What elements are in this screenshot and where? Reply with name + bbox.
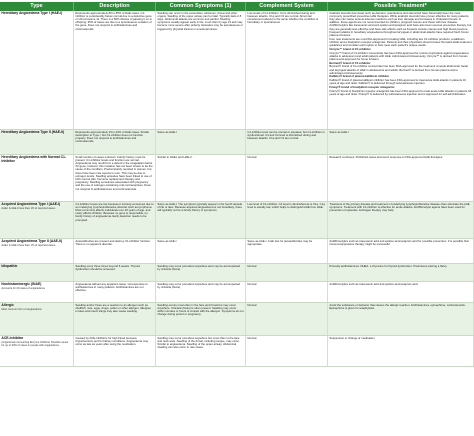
header-common-symptoms: Common Symptoms (1) [156, 2, 246, 11]
type-note: AAE-I & AAE-II less than 1% of reported cases. [1, 207, 56, 211]
type-cell [0, 264, 74, 281]
treatment-text: Cinryze™ brand of C1-inhibitor concentrate has been FDA-approved for routine prophylaxis against angioedema attacks in adolescent and adult patients with HAE. Administered intravenously, Cinryze™ is derived from human plasma and approved for home infusion. [329, 50, 469, 61]
table-row [0, 303, 474, 336]
treatment-heading: Kalbitor® brand of plasma kallikrein inhibitor [329, 74, 390, 79]
table-header [0, 2, 474, 11]
symptoms-cell: Swelling occurs most often in the face and throat but may occur anywhere. Urticaria (hives) is often present. Swelling may occur within minutes or hours of contact with the allergen. Symptoms do not change during period or pregnancy. [156, 303, 246, 335]
symptoms-cell: Similar to HAE-I and HAE-II. [156, 155, 246, 201]
treatment-heading: Berinert® brand of C1-inhibitor [329, 60, 371, 65]
header-possible-treatment: Possible Treatment* [328, 2, 474, 11]
table-row [0, 155, 474, 202]
type-name: Hereditary Angioedema Type II (HAE-II) [1, 130, 65, 134]
type-cell [0, 303, 74, 335]
treatment-text: Avoid the substance or behavior that causes the allergic reaction. Antihistamines, epinephrine, corticosteroids. Epinephrine is given for anaphylaxis. [329, 303, 466, 310]
table-row [0, 239, 474, 264]
treatment-cell [328, 303, 474, 335]
treatment-heading: Firazyr® brand of bradykinin receptor antagonist [329, 85, 395, 90]
treatment-text: Antifibrinolytics such as tranexamic acid and epsilon-aminocaproic acid for possible prevention. It is possible that immunosuppressive therapy might be successful. [329, 239, 469, 246]
symptoms-cell: Same as AAE-I. [156, 239, 246, 263]
type-name: Acquired Angioedema Type II (AAE-II) [1, 239, 63, 243]
complement-cell: Low levels of C1-inhibitor. C4 is diminished during and between attacks. C1q and C3 are normal. Abnormal complement (above) is the same whether the condition is hereditary or spontaneous. [246, 11, 328, 129]
type-note: AAE-I & AAE-II less than 1% of reported cases. [1, 244, 56, 248]
treatment-text: Anabolic steroids (low dose) such as danazol, oxandrolone and stanozolol have historically been the most commonly prescribed preventive HAE therapies. While anabolic steroids have proven effective for many patients, they also can cause serious adverse reactions such as liver damage and increases in cholesterol levels. In addition, these agents are not recommended for children, pregnant women and those with liver disease. Antifibrinolytics like tranexamic acid and epsilon-aminocaproic acid have also been used as preventive therapy, but they are generally less effective and have side effects such as frequent muscle cramps and high blood pressure. Frequent attacks in hereditary angioedema throughout laryngeal or abdominal attacks have required fresh frozen plasma infusions. [329, 11, 472, 38]
description-cell: Represents approximately 15 to 20% of HAE cases. Similar description to Type I, but C1-inhibitor does not function properly. Does not respond to antihistamines and corticosteroids. [74, 130, 156, 154]
header-complement-system: Complement System [246, 2, 328, 11]
treatment-cell [328, 264, 474, 281]
type-name: Allergic [1, 303, 14, 307]
type-cell [0, 336, 74, 366]
type-name: Idiopathic [1, 264, 18, 268]
type-name: Hereditary Angioedema with Normal C1-Inhibitor [1, 155, 67, 163]
table-row [0, 336, 474, 367]
treatment-text: Primarily antihistamines. DHEA. L-thyroxine for thyroid dysfunction. Prednisone (during a flare). [329, 264, 448, 268]
type-name: Hereditary Angioedema Type I (HAE-I) [1, 11, 63, 15]
type-cell [0, 130, 74, 154]
treatment-text: Berinert® brand of C1-inhibitor concentrate has been FDA-approved for the treatment of acute abdominal, facial and laryngeal attacks of HAE in adolescents and adults. Berinert® is derived from human plasma and is administered intravenously. [329, 64, 468, 75]
type-note: Most common form of angioedema [1, 308, 42, 312]
type-cell [0, 282, 74, 302]
treatment-text: Firazyr® brand of bradykinin receptor antagonist has been FDA-approved to treat acute HAE attacks in patients 18 years of age and older. Firazyr® is delivered by subcutaneous injection and is approved for self-administration. [329, 88, 472, 96]
complement-cell: Normal [246, 155, 328, 201]
complement-cell: Low level of C1-inhibitor. C4 level is diminished as is C1q. C1q level is usually low, which helps to distinguish AAE from HAE. [246, 202, 328, 238]
symptoms-cell: Same as HAE-I [156, 130, 246, 154]
treatment-cell [328, 336, 474, 366]
type-name: Acquired Angioedema Type I (AAE-I) [1, 202, 61, 206]
treatment-cell [328, 239, 474, 263]
complement-cell: Same as AAE-I. A lab test for autoantibodies may be appropriate. [246, 239, 328, 263]
type-cell [0, 239, 74, 263]
treatment-heading: Cinryze™ brand of C1-inhibitor [329, 46, 371, 51]
treatment-cell [328, 155, 474, 201]
table-row [0, 130, 474, 155]
description-cell: Small number of cases unknown. Family history must be present. C1-inhibitor levels and function are normal. Angioedema may result from a defect in the coagulation factor XII gene, however, this mutation has not been shown to be the cause of the condition. Predominantly reported in women, but there have been rare reports in men. This may be due to estrogen levels. Swelling episodes have been linked to use of birth control pills, hormone replacement therapy and pregnancy. Swelling sometimes associated with pregnancy and the use of estrogen-containing oral contraceptives. Does not respond to antihistamines and corticosteroids. [74, 155, 156, 201]
treatment-cell [328, 282, 474, 302]
type-cell [0, 11, 74, 129]
symptoms-cell: Swelling can occur in the extremities, abdomen, throat and other organs. Swelling of the upper airway can be fatal. Typically lasts 2-5 days. Abdominal attacks are common and painful. Swelling symptoms usually appear early in life, most often by age 13 and may become more severe after puberty. Episodes may be spontaneous or triggered by physical trauma or emotional stress. [156, 11, 246, 129]
type-note: (Angiotensin-Converting Enzyme Inhibitor) Possible cause for up to 30% of cases in people with angioedema. [1, 341, 69, 348]
symptoms-cell: Swelling may occur just about anywhere but most often in the face and neck area. Swelling of the throat, including tongue, may occur. Similar to angioedema. Swelling of the upper airway. Abdominal swelling can also occur in rare cases. [156, 336, 246, 366]
complement-cell: Normal [246, 336, 328, 366]
complement-cell: Normal [246, 282, 328, 302]
treatment-cell [328, 11, 474, 129]
header-description: Description [74, 2, 156, 11]
symptoms-cell: Swelling may occur just about anywhere and may be accompanied by urticaria (hives). [156, 264, 246, 281]
symptoms-cell: Swelling may occur just about anywhere and may be accompanied by urticaria (hives). [156, 282, 246, 302]
type-name: Nonhistaminergic (INAE) [1, 282, 42, 286]
description-cell: Autoantibodies are present and destroy C1-inhibitor function. There is no apparent disorder. [74, 239, 156, 263]
treatment-text: Same as HAE-I [329, 130, 349, 134]
treatment-text: Kalbitor® brand of plasma kallikrein inhibitor has been FDA-approved to treat acute HAE attacks in patients 16 years of age and older. Kalbitor® is delivered through subcutaneous injection. [329, 78, 466, 86]
type-cell [0, 202, 74, 238]
treatment-text: Antifibrinolytics such as tranexamic acid and epsilon-aminocaproic acid. [329, 282, 419, 286]
treatment-text: Four new treatments are now FDA-approved for treating HAE, including two C1-inhibitor products, a kallikrein inhibitor and a bradykinin receptor antagonist. Patients and their physicians should review the latest HAE treatment guidelines and consider each option to best meet each patient's unique needs. [329, 36, 472, 48]
treatment-text: Treatment of the primary disease and treatment of underlying lymphoproliferative disease often eliminate the AAE symptoms. Treatment with C1-inhibitor is effective for acute attacks. Antifibrinolytic agents have been used for prevention of episodes. Androgen therapy may help. [329, 202, 470, 212]
complement-cell: C1-inhibitor level can be normal or elevated, but C1-inhibitor is dysfunctional. C4 and C2 level is diminished during and between attacks. C1q and C3 are normal. [246, 130, 328, 154]
description-cell: C1-inhibitor levels are low because it is being consumed due to an underlying lymphoproliferative disorder such as lymphoma. Most commonly affects individuals over 40 years of age, and rarely affects children. Because no gene is responsible, no family history of angioedema. Early detection needs to be prompted. [74, 202, 156, 238]
description-cell: Represents approximately 80 to 85% of HAE cases. C1-inhibitor is considerably below normal due to a defective gene on chromosome 11. There is a 50% chance of passing it on to offspring; 25% of cases are due to a spontaneous mutation of the gene. Does not respond to antihistamines and corticosteroids. [74, 11, 156, 129]
complement-cell: Normal [246, 264, 328, 281]
treatment-cell [328, 202, 474, 238]
table-row [0, 11, 474, 130]
header-type: Type [0, 2, 74, 11]
complement-cell: Normal [246, 303, 328, 335]
treatment-text: Suspension or change of medication [329, 336, 375, 340]
table-row [0, 202, 474, 239]
type-name: ACE-Inhibitor [1, 336, 24, 340]
description-cell: Angioedema without any apparent cause. Unresponsive to antihistamines in many patients. Antihistamines are not effective. [74, 282, 156, 302]
treatment-cell [328, 130, 474, 154]
table-row [0, 282, 474, 303]
type-note: Accounts for 20 cases of angioedema [1, 287, 45, 291]
description-cell: Caused by ACE-Inhibitors for high blood pressure (hypertension) and for kidney conditions. Angioedema may occur as late as years after using the medication. [74, 336, 156, 366]
treatment-text: Research continues. Published cases document response to FDA-approved HAE therapies. [329, 155, 444, 159]
description-cell: Swelling and/or hives are a reaction to an allergen such as shellfish, nuts, eggs, drugs, pollen or other allergen. Allergies to latex and insect stings may also cause swelling. [74, 303, 156, 335]
description-cell: Swelling occur three times beyond 6 weeks. Thyroid dysfunction should be screened. [74, 264, 156, 281]
type-cell [0, 155, 74, 201]
symptoms-cell: Same as HAE-I. The symptoms typically appear in the fourth decade of life or later. Because acquired angioedema is not hereditary, there will typically not be a family history of symptoms. [156, 202, 246, 238]
table-row [0, 264, 474, 282]
